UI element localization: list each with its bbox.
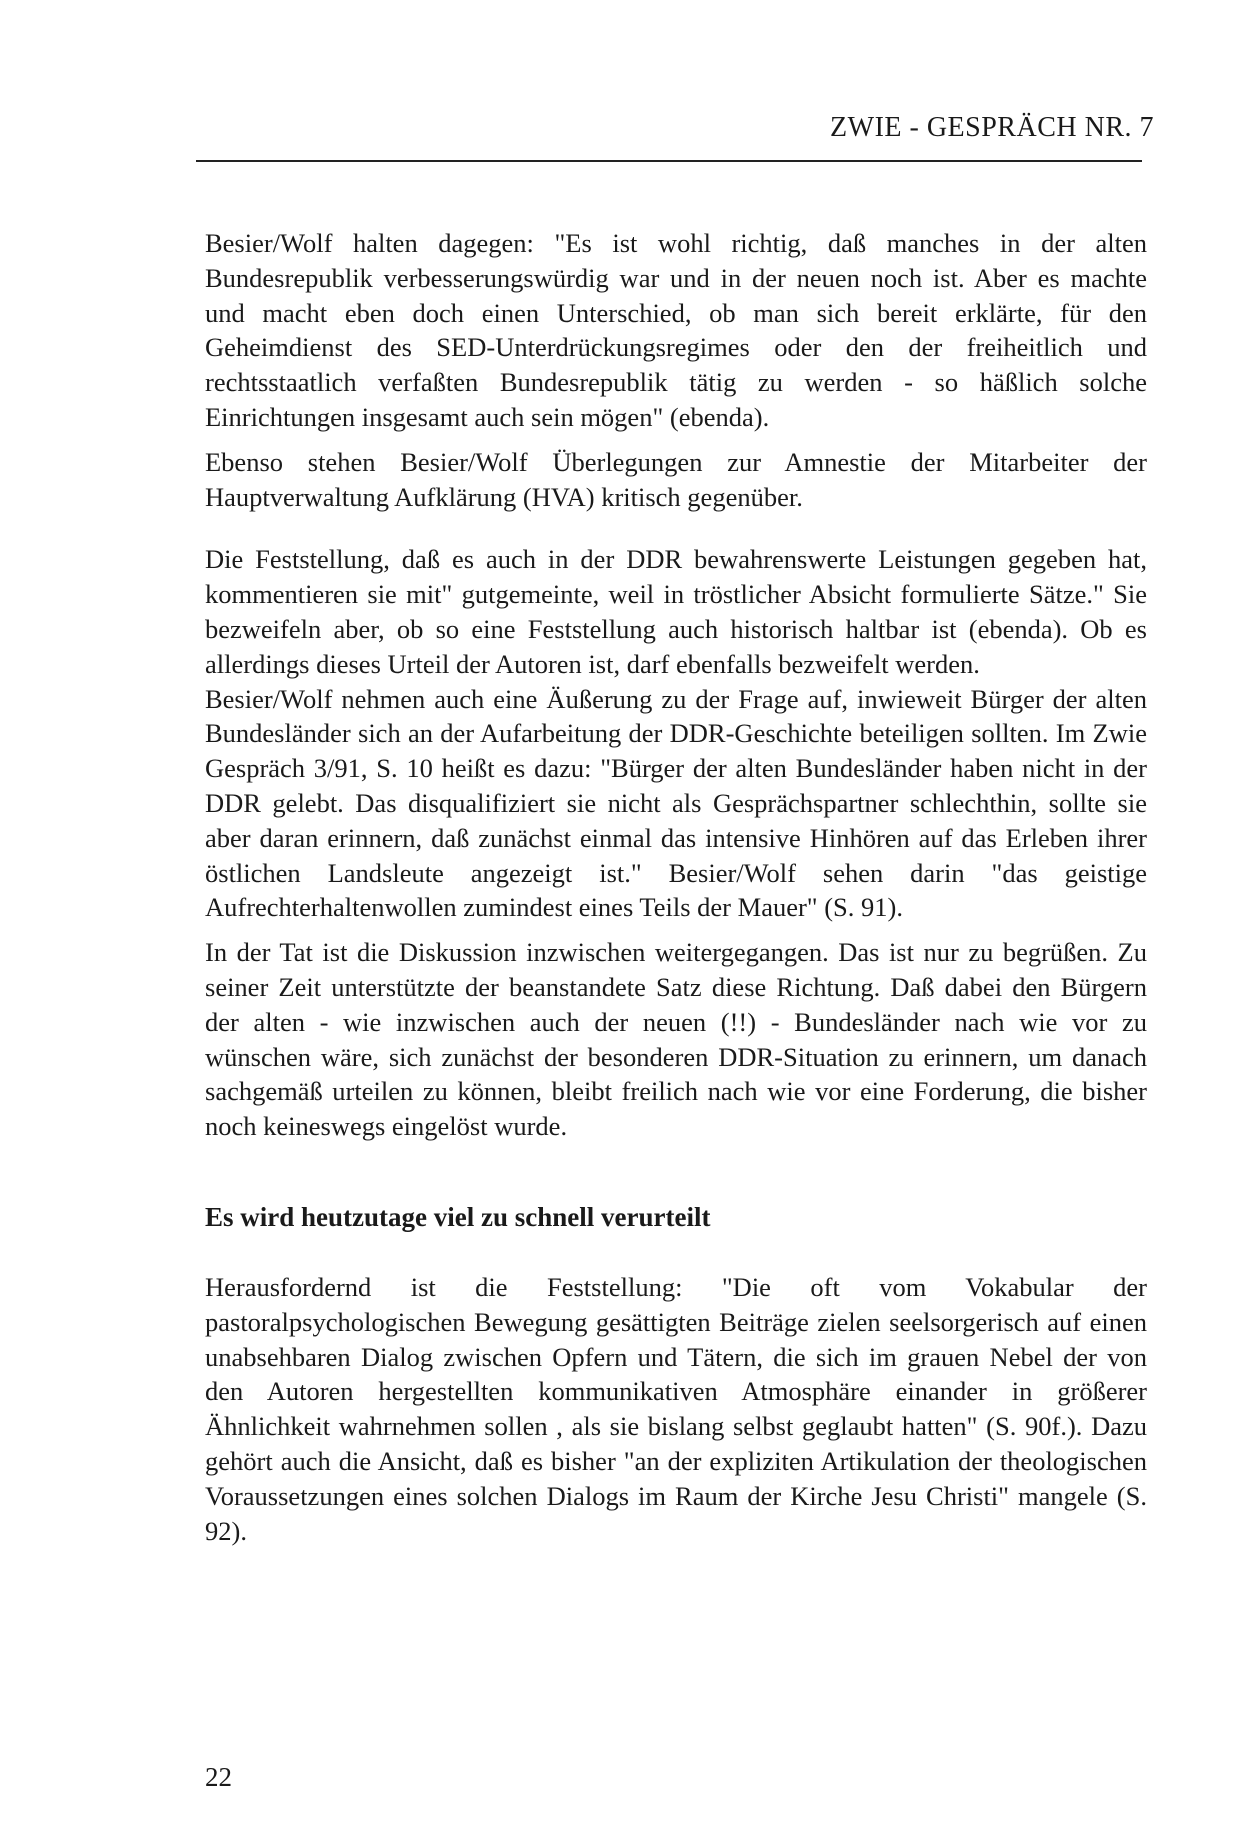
header-rule: [196, 160, 1142, 162]
body-text: [205, 226, 1147, 1548]
page-number: 22: [205, 1762, 232, 1792]
running-header: ZWIE - GESPRÄCH NR. 7: [830, 112, 1154, 143]
section-heading: Es wird heutzutage viel zu schnell verurteilt: [205, 1201, 711, 1232]
paragraph: In der Tat ist die Diskussion inzwischen weitergegangen. Das ist nur zu begrüßen. Zu seiner Zeit unterstützte der beanstandete Satz diese Richtung. Daß dabei den Bürgern der alten - wie inzwischen auch der neuen (!!) - Bundesländer nach wie vor zu wünschen wäre, sich zunächst der besonderen DDR-Situation zu erinnern, um danach sachgemäß urteilen zu können, bleibt freilich nach wie vor eine Forderung, die bisher noch keineswegs eingelöst wurde.: [205, 937, 1147, 1142]
paragraph: Herausfordernd ist die Feststellung: "Die oft vom Vokabular der pastoralpsychologischen Bewegung gesättigten Beiträge zielen seelsorgerisch auf einen unabsehbaren Dialog zwischen Opfern und Tätern, die sich im grauen Nebel der von den Autoren hergestellten kommunikativen Atmosphäre einander in größerer Ähnlichkeit wahrnehmen sollen , als sie bislang selbst geglaubt hatten" (S. 90f.). Dazu gehört auch die Ansicht, daß es bisher "an der expliziten Artikulation der theologischen Voraussetzungen eines solchen Dialogs im Raum der Kirche Jesu Christi" mangele (S. 92).: [205, 1271, 1147, 1546]
paragraph: Besier/Wolf halten dagegen: "Es ist wohl richtig, daß manches in der alten Bundesrepublik verbesserungswürdig war und in der neuen noch ist. Aber es machte und macht eben doch einen Unterschied, ob man sich bereit erklärte, für den Geheimdienst des SED-Unterdrückungsregimes oder den der freiheitlich und rechtsstaatlich verfaßten Bundesrepublik tätig zu werden - so häßlich solche Einrichtungen insgesamt auch sein mögen" (ebenda).: [205, 228, 1147, 432]
paragraph: Die Feststellung, daß es auch in der DDR bewahrenswerte Leistungen gegeben hat, kommentieren sie mit" gutgemeinte, weil in tröstlicher Absicht formulierte Sätze." Sie bezweifeln aber, ob so eine Feststellung auch historisch haltbar ist (ebenda). Ob es allerdings dieses Urteil der Autoren ist, darf ebenfalls bezweifelt werden.: [205, 544, 1147, 679]
paragraph: Besier/Wolf nehmen auch eine Äußerung zu der Frage auf, inwieweit Bürger der alten Bundesländer sich an der Aufarbeitung der DDR-Geschichte beteiligen sollten. Im Zwie Gespräch 3/91, S. 10 heißt es dazu: "Bürger der alten Bundesländer haben nicht in der DDR gelebt. Das disqualifiziert sie nicht als Gesprächspartner schlechthin, sollte sie aber daran erinnern, daß zunächst einmal das intensive Hinhören auf das Erleben ihrer östlichen Landsleute angezeigt ist." Besier/Wolf sehen darin "das geistige Aufrechterhaltenwollen zumindest eines Teils der Mauer" (S. 91).: [205, 683, 1147, 923]
paragraph: Ebenso stehen Besier/Wolf Überlegungen zur Amnestie der Mitarbeiter der Hauptverwaltung Aufklärung (HVA) kritisch gegenüber.: [205, 446, 1147, 512]
